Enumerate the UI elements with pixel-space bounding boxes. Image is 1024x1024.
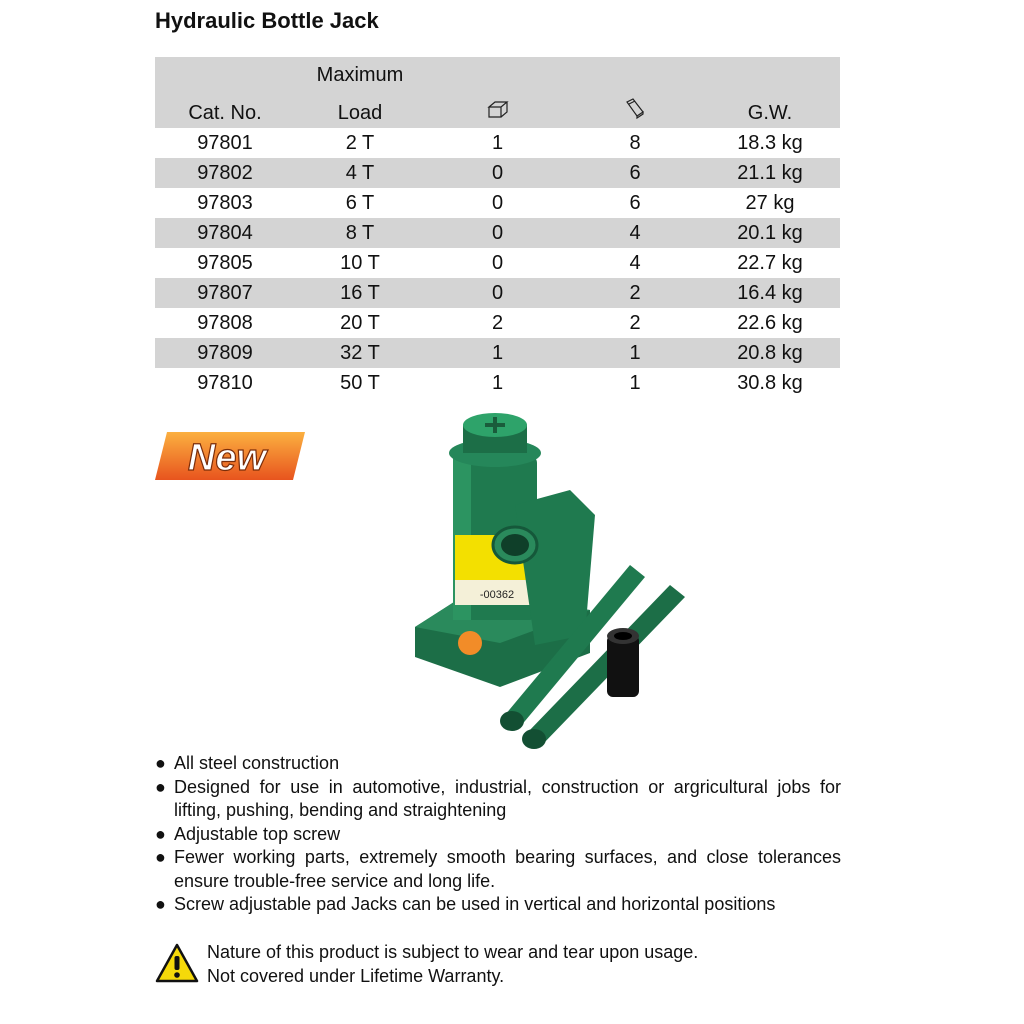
box-icon	[487, 99, 509, 119]
table-row	[155, 338, 840, 368]
cell-outer-qty: 6	[629, 191, 641, 214]
warning-line-2: Not covered under Lifetime Warranty.	[207, 966, 505, 986]
new-badge	[155, 432, 305, 480]
cell-load: 50 T	[340, 371, 380, 394]
bullet-icon: ●	[155, 847, 166, 867]
base-cap	[458, 631, 482, 655]
cell-cat-no: 97809	[155, 338, 295, 368]
bullet-icon: ●	[155, 753, 166, 773]
cell-outer-qty: 4	[629, 251, 641, 274]
feature-item: ● All steel construction	[155, 752, 841, 776]
cell-inner-qty: 1	[425, 338, 570, 368]
cell-outer-qty: 1	[570, 338, 700, 368]
warning-icon	[155, 943, 199, 983]
cell-cat-no: 97804	[155, 218, 295, 248]
cell-inner-qty: 0	[491, 251, 504, 274]
cell-load: 4 T	[295, 158, 425, 188]
cell-cat-no: 97808	[197, 311, 253, 334]
cell-inner-qty: 0	[425, 278, 570, 308]
header-row	[155, 87, 840, 128]
cell-outer-qty: 1	[629, 371, 641, 394]
cell-gw: 18.3 kg	[737, 131, 803, 154]
cell-load: 32 T	[295, 338, 425, 368]
bullet-icon: ●	[155, 776, 166, 797]
cell-load: 8 T	[295, 218, 425, 248]
cell-inner-qty: 1	[491, 131, 504, 154]
cell-cat-no: 97803	[197, 191, 253, 214]
jack-label-text: -00362	[479, 589, 515, 601]
bullet-icon: ●	[155, 894, 166, 914]
cell-inner-qty: 2	[491, 311, 504, 334]
warning-line-1: Nature of this product is subject to wear and tear upon usage.	[207, 942, 699, 962]
cell-outer-qty: 2	[570, 278, 700, 308]
cell-gw: 30.8 kg	[737, 371, 803, 394]
cell-inner-qty: 0	[425, 218, 570, 248]
feature-item: ● Fewer working parts, extremely smooth bearing surfaces, and close tolerances ensure trouble-free service and long life.	[155, 847, 841, 891]
header-cat-no: Cat. No.	[155, 87, 295, 128]
feature-item: ● Screw adjustable pad Jacks can be used in vertical and horizontal positions	[155, 893, 841, 917]
cell-gw: 20.8 kg	[700, 338, 840, 368]
cell-gw: 22.7 kg	[737, 251, 803, 274]
page-title: Hydraulic Bottle Jack	[155, 8, 379, 33]
cell-outer-qty: 2	[629, 311, 641, 334]
header-max-load-line2: Load	[295, 87, 425, 128]
cell-load: 2 T	[345, 131, 375, 154]
table-row	[155, 308, 840, 338]
table-row	[155, 278, 840, 308]
cell-cat-no: 97802	[155, 158, 295, 188]
header-row-top	[155, 57, 840, 87]
feature-item: ● Adjustable top screw	[155, 823, 841, 847]
table-row	[155, 248, 840, 278]
cell-cat-no: 97810	[197, 371, 253, 394]
cell-inner-qty: 0	[491, 191, 504, 214]
bottle-jack-image	[405, 395, 735, 765]
new-badge-text: New	[187, 437, 267, 479]
feature-item: ● Designed for use in automotive, industrial, construction or argricultural jobs for lifting, pushing, bending and straightening	[155, 776, 841, 820]
cell-cat-no: 97805	[197, 251, 253, 274]
cell-load: 20 T	[340, 311, 380, 334]
cell-load: 10 T	[340, 251, 380, 274]
spec-table	[155, 57, 840, 398]
table-row	[155, 188, 840, 218]
cell-gw: 20.1 kg	[700, 218, 840, 248]
header-max-load-line1: Maximum	[295, 57, 425, 87]
table-row	[155, 218, 840, 248]
cell-outer-qty: 6	[570, 158, 700, 188]
cell-gw: 27 kg	[745, 191, 795, 214]
cell-inner-qty: 1	[491, 371, 504, 394]
feature-list	[155, 752, 841, 917]
bullet-icon: ●	[155, 823, 166, 844]
jack-socket	[607, 635, 639, 697]
carton-icon	[624, 97, 646, 119]
table-row	[155, 128, 840, 158]
table-row	[155, 158, 840, 188]
cell-load: 6 T	[345, 191, 375, 214]
cell-gw: 21.1 kg	[700, 158, 840, 188]
cell-outer-qty: 4	[570, 218, 700, 248]
cell-gw: 22.6 kg	[737, 311, 803, 334]
cell-inner-qty: 0	[425, 158, 570, 188]
cell-outer-qty: 8	[629, 131, 641, 154]
table-row	[155, 368, 840, 398]
cell-gw: 16.4 kg	[700, 278, 840, 308]
header-gw: G.W.	[700, 87, 840, 128]
cell-cat-no: 97801	[197, 131, 253, 154]
cell-load: 16 T	[295, 278, 425, 308]
cell-cat-no: 97807	[155, 278, 295, 308]
